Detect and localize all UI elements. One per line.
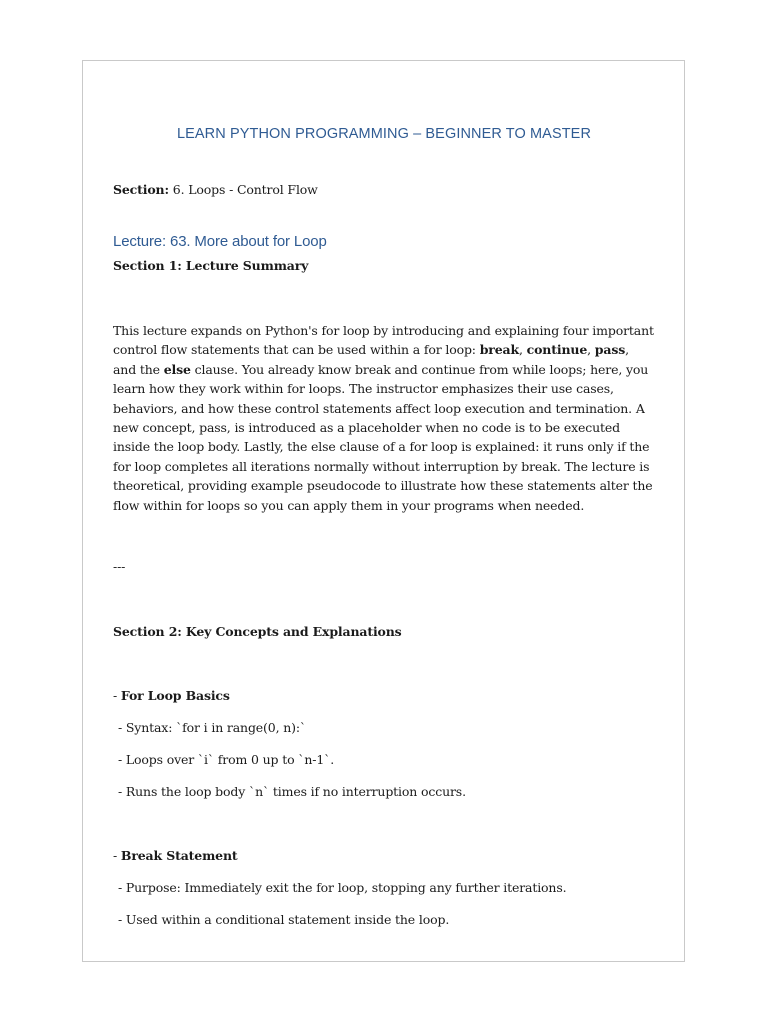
section1-heading: Section 1: Lecture Summary (113, 258, 309, 273)
concept-item: - Loops over `i` from 0 up to `n-1`. (118, 752, 335, 767)
concept-title: For Loop Basics (120, 688, 230, 703)
section-value: 6. Loops - Control Flow (172, 182, 318, 197)
lecture-heading: Lecture: 63. More about for Loop (113, 233, 327, 250)
summary-separator: , (518, 342, 527, 358)
summary-text-start: This lecture expands on Python's for loop by introducing and explaining four important control flow statements that can be used within a for loop: (113, 323, 654, 358)
section2-heading: Section 2: Key Concepts and Explanations (113, 624, 402, 639)
summary-text-end: clause. You already know break and continue from while loops; here, you learn how they work within for loops. The instructor emphasizes their use cases, behaviors, and how these control statements affect loop execution and termination. A new concept, pass, is introduced as a placeholder when no code is to be executed inside the loop body. Lastly, the else clause of a for loop is explained: it runs only if the for loop completes all iterations normally without interruption by break. The lecture is theoretical, providing example pseudocode to illustrate how these statements alter the flow within for loops so you can apply them in your programs when needed. (113, 361, 653, 513)
keyword-break: break (479, 342, 519, 358)
concept-heading-for-loop (113, 688, 230, 703)
bullet-dash: - (113, 848, 121, 863)
summary-separator: , and the (113, 342, 629, 377)
concept-item: - Runs the loop body `n` times if no interruption occurs. (118, 784, 466, 799)
keyword-pass: pass (594, 342, 626, 358)
lecture-summary-paragraph (113, 321, 655, 515)
document-title: LEARN PYTHON PROGRAMMING – BEGINNER TO MASTER (176, 126, 592, 142)
document-page (82, 60, 685, 962)
divider-text: --- (113, 559, 126, 574)
concept-title: Break Statement (120, 848, 238, 863)
keyword-else: else (163, 361, 191, 377)
concept-item: - Purpose: Immediately exit the for loop, stopping any further iterations. (118, 880, 567, 895)
concept-item: - Syntax: `for i in range(0, n):` (118, 720, 307, 735)
section-label: Section: (113, 182, 169, 197)
summary-separator: , (587, 342, 595, 358)
bullet-dash: - (113, 688, 121, 703)
section-line (113, 182, 318, 197)
concept-heading-break (113, 848, 238, 863)
concept-item: - Used within a conditional statement inside the loop. (118, 912, 450, 927)
keyword-continue: continue (526, 342, 588, 358)
